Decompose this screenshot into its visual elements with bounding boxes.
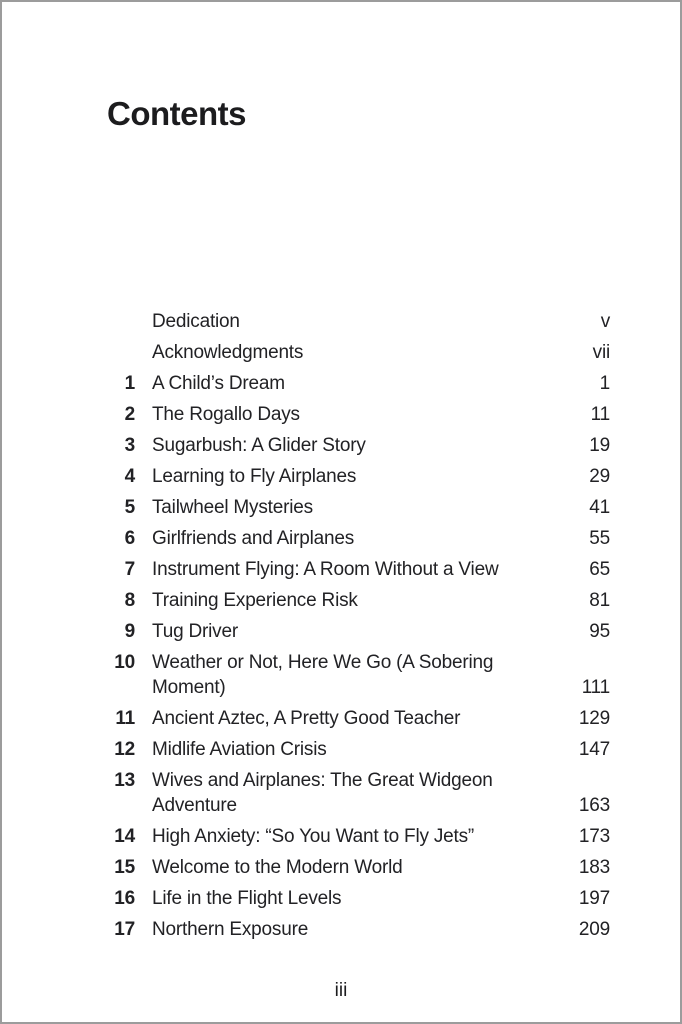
chapter-title: Sugarbush: A Glider Story xyxy=(152,435,366,456)
chapter-number: 12 xyxy=(114,739,135,760)
page-number: 81 xyxy=(589,590,610,611)
chapter-number: 2 xyxy=(124,404,135,425)
chapter-title: Acknowledgments xyxy=(152,342,304,363)
page-number: 95 xyxy=(589,621,610,642)
page-number: v xyxy=(600,311,610,332)
chapter-title: Welcome to the Modern World xyxy=(152,857,403,878)
toc-row xyxy=(109,886,610,911)
toc-row xyxy=(109,557,610,582)
chapter-title: High Anxiety: “So You Want to Fly Jets” xyxy=(152,826,475,847)
toc-row xyxy=(109,402,610,427)
page-number: 147 xyxy=(578,739,610,760)
toc-row xyxy=(109,855,610,880)
chapter-number: 5 xyxy=(124,497,135,518)
chapter-number: 17 xyxy=(114,919,135,940)
chapter-title: Midlife Aviation Crisis xyxy=(152,739,327,760)
toc-row xyxy=(109,619,610,644)
page-number: 11 xyxy=(590,404,610,425)
chapter-number: 4 xyxy=(124,466,135,487)
page-number: 129 xyxy=(578,708,610,729)
toc-row xyxy=(109,737,610,762)
page-number: 163 xyxy=(578,795,610,816)
chapter-number: 9 xyxy=(124,621,135,642)
toc-row xyxy=(109,433,610,458)
chapter-title: Dedication xyxy=(152,311,240,332)
chapter-number: 8 xyxy=(124,590,135,611)
chapter-number: 6 xyxy=(124,528,135,549)
chapter-number: 10 xyxy=(114,652,135,673)
toc-row xyxy=(109,495,610,520)
page-number: vii xyxy=(592,342,610,363)
chapter-number: 15 xyxy=(114,857,135,878)
page-number: 41 xyxy=(589,497,610,518)
page-number: 19 xyxy=(589,435,610,456)
page-number: 173 xyxy=(578,826,610,847)
chapter-title: Training Experience Risk xyxy=(152,590,358,611)
toc-row xyxy=(109,650,610,700)
page-number: 197 xyxy=(578,888,610,909)
chapter-title: Tailwheel Mysteries xyxy=(152,497,313,518)
page-number: 111 xyxy=(581,677,610,698)
page-number: 29 xyxy=(589,466,610,487)
chapter-title: Learning to Fly Airplanes xyxy=(152,466,357,487)
chapter-title: Northern Exposure xyxy=(152,919,309,940)
toc-row xyxy=(109,309,610,334)
page-title: Contents xyxy=(107,95,246,132)
toc-row xyxy=(109,588,610,613)
table-of-contents xyxy=(109,309,610,948)
chapter-title: Instrument Flying: A Room Without a View xyxy=(152,559,499,580)
chapter-number: 3 xyxy=(124,435,135,456)
page-number: 55 xyxy=(589,528,610,549)
chapter-number: 16 xyxy=(114,888,135,909)
page-number: 65 xyxy=(589,559,610,580)
toc-row xyxy=(109,768,610,818)
toc-row xyxy=(109,464,610,489)
toc-row xyxy=(109,340,610,365)
toc-row xyxy=(109,371,610,396)
toc-row xyxy=(109,706,610,731)
chapter-title: Life in the Flight Levels xyxy=(152,888,342,909)
chapter-title: A Child’s Dream xyxy=(152,373,285,394)
toc-row xyxy=(109,824,610,849)
chapter-title: Weather or Not, Here We Go (A Sobering Moment) xyxy=(152,652,494,698)
page-number: 209 xyxy=(578,919,610,940)
chapter-title: The Rogallo Days xyxy=(152,404,300,425)
page-number: 1 xyxy=(599,373,610,394)
chapter-number: 7 xyxy=(124,559,135,580)
chapter-number: 1 xyxy=(124,373,135,394)
chapter-number: 13 xyxy=(114,770,135,791)
chapter-number: 14 xyxy=(114,826,135,847)
folio-page-number: iii xyxy=(334,980,348,1001)
toc-row xyxy=(109,526,610,551)
chapter-title: Wives and Airplanes: The Great Widgeon Adventure xyxy=(152,770,493,816)
toc-row xyxy=(109,917,610,942)
chapter-number: 11 xyxy=(115,708,135,729)
chapter-title: Tug Driver xyxy=(152,621,238,642)
chapter-title: Ancient Aztec, A Pretty Good Teacher xyxy=(152,708,461,729)
chapter-title: Girlfriends and Airplanes xyxy=(152,528,354,549)
page-number: 183 xyxy=(578,857,610,878)
